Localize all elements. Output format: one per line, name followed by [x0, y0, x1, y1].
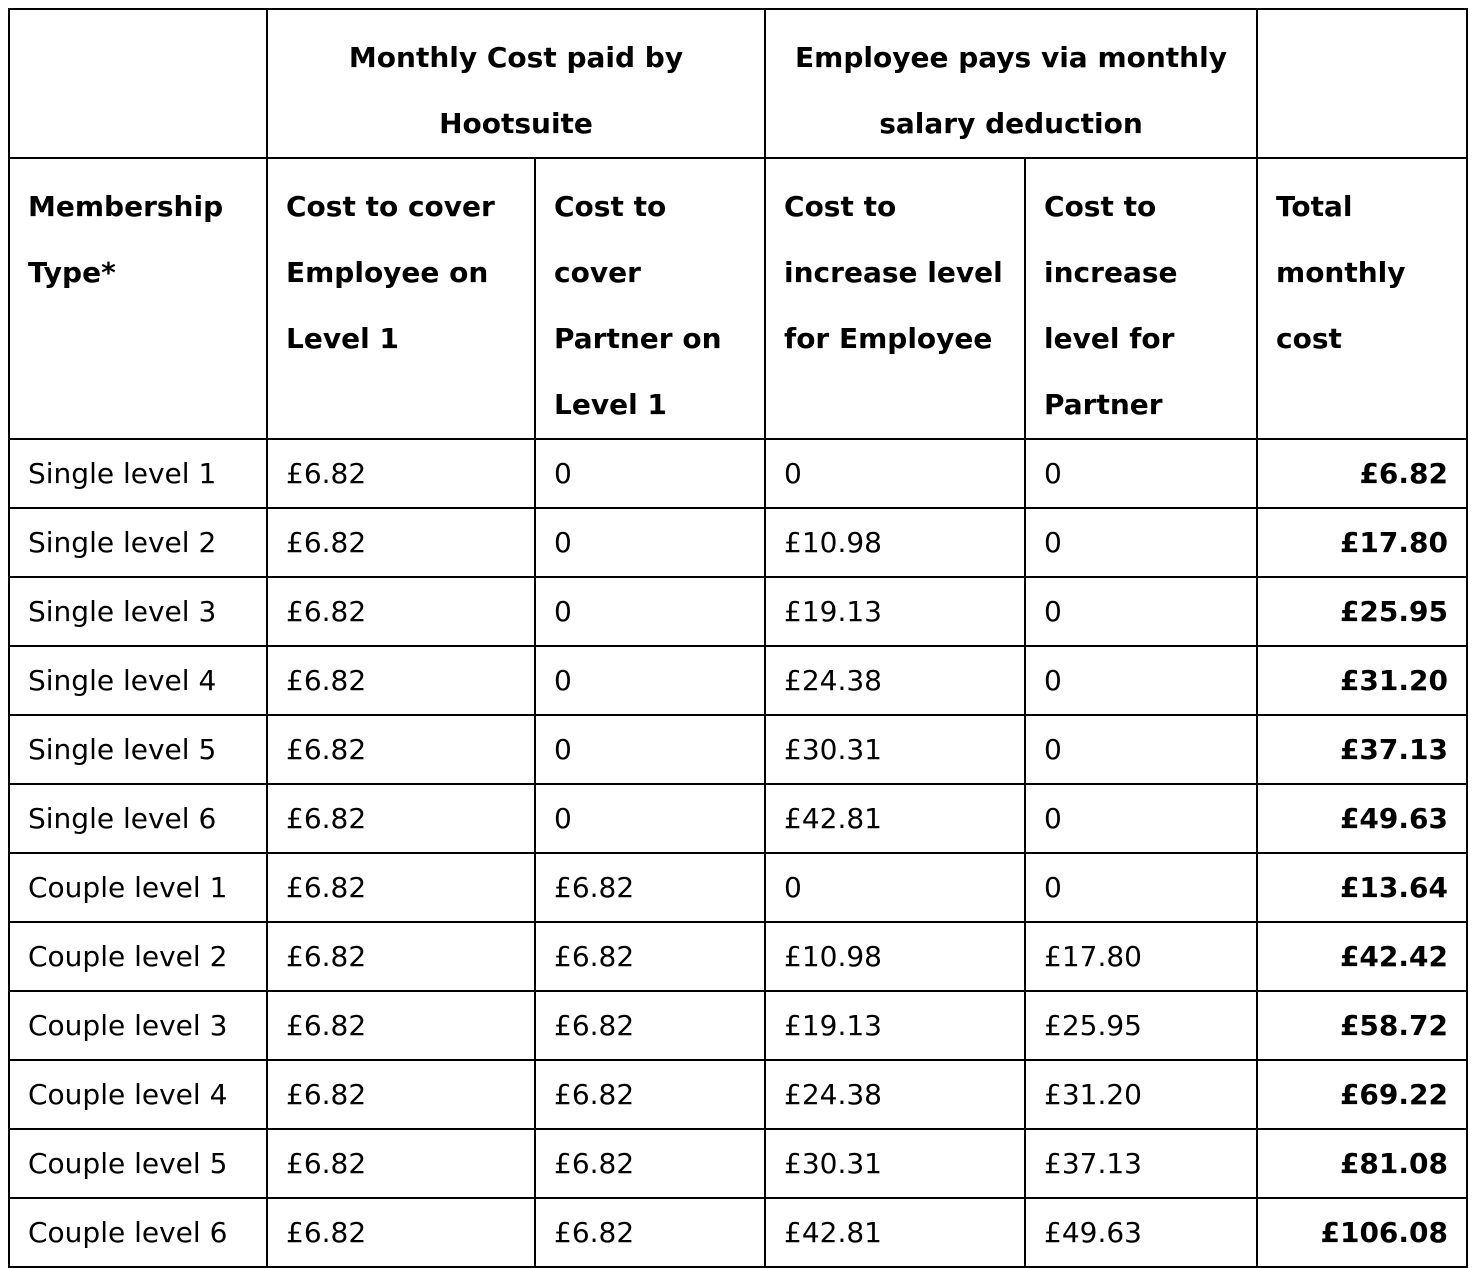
group-header-row — [9, 9, 1467, 158]
total-monthly-cost-cell: £37.13 — [1257, 715, 1467, 784]
employee-increase-cost-cell: £42.81 — [765, 1198, 1025, 1267]
column-header-row — [9, 158, 1467, 439]
partner-level1-cost-cell: 0 — [535, 784, 765, 853]
column-header-employee-increase-cost: Cost to increase level for Employee — [765, 158, 1025, 439]
employee-level1-cost-cell: £6.82 — [267, 922, 535, 991]
membership-cost-table — [8, 8, 1468, 1268]
table-body — [9, 9, 1467, 1267]
partner-increase-cost-cell: £31.20 — [1025, 1060, 1257, 1129]
membership-type-cell: Single level 4 — [9, 646, 267, 715]
partner-increase-cost-cell: £25.95 — [1025, 991, 1257, 1060]
membership-type-cell: Single level 6 — [9, 784, 267, 853]
membership-type-cell: Couple level 3 — [9, 991, 267, 1060]
membership-type-cell: Couple level 4 — [9, 1060, 267, 1129]
total-monthly-cost-cell: £58.72 — [1257, 991, 1467, 1060]
employee-increase-cost-cell: £30.31 — [765, 1129, 1025, 1198]
employee-increase-cost-cell: £30.31 — [765, 715, 1025, 784]
group-header-hootsuite-paid: Monthly Cost paid by Hootsuite — [267, 9, 765, 158]
partner-increase-cost-cell: 0 — [1025, 508, 1257, 577]
column-header-membership-type: Membership Type* — [9, 158, 267, 439]
membership-type-cell: Single level 1 — [9, 439, 267, 508]
membership-type-cell: Couple level 6 — [9, 1198, 267, 1267]
table-row — [9, 1198, 1467, 1267]
total-monthly-cost-cell: £13.64 — [1257, 853, 1467, 922]
partner-increase-cost-cell: £49.63 — [1025, 1198, 1257, 1267]
total-monthly-cost-cell: £42.42 — [1257, 922, 1467, 991]
table-row — [9, 784, 1467, 853]
table-row — [9, 853, 1467, 922]
partner-increase-cost-cell: 0 — [1025, 853, 1257, 922]
total-monthly-cost-cell: £25.95 — [1257, 577, 1467, 646]
total-monthly-cost-cell: £81.08 — [1257, 1129, 1467, 1198]
column-header-partner-level1-cost: Cost to cover Partner on Level 1 — [535, 158, 765, 439]
membership-type-cell: Single level 5 — [9, 715, 267, 784]
employee-increase-cost-cell: £10.98 — [765, 508, 1025, 577]
partner-level1-cost-cell: 0 — [535, 646, 765, 715]
partner-increase-cost-cell: 0 — [1025, 715, 1257, 784]
employee-level1-cost-cell: £6.82 — [267, 991, 535, 1060]
partner-level1-cost-cell: £6.82 — [535, 991, 765, 1060]
employee-level1-cost-cell: £6.82 — [267, 853, 535, 922]
total-monthly-cost-cell: £17.80 — [1257, 508, 1467, 577]
table-row — [9, 439, 1467, 508]
partner-increase-cost-cell: 0 — [1025, 784, 1257, 853]
total-monthly-cost-cell: £31.20 — [1257, 646, 1467, 715]
table-row — [9, 922, 1467, 991]
employee-level1-cost-cell: £6.82 — [267, 646, 535, 715]
partner-level1-cost-cell: £6.82 — [535, 1060, 765, 1129]
employee-level1-cost-cell: £6.82 — [267, 715, 535, 784]
employee-increase-cost-cell: £19.13 — [765, 577, 1025, 646]
employee-increase-cost-cell: £10.98 — [765, 922, 1025, 991]
employee-increase-cost-cell: £19.13 — [765, 991, 1025, 1060]
membership-type-cell: Couple level 2 — [9, 922, 267, 991]
partner-increase-cost-cell: £17.80 — [1025, 922, 1257, 991]
partner-level1-cost-cell: 0 — [535, 439, 765, 508]
membership-type-cell: Couple level 5 — [9, 1129, 267, 1198]
total-monthly-cost-cell: £49.63 — [1257, 784, 1467, 853]
empty-group-cell — [1257, 9, 1467, 158]
membership-type-cell: Couple level 1 — [9, 853, 267, 922]
table-row — [9, 577, 1467, 646]
partner-increase-cost-cell: £37.13 — [1025, 1129, 1257, 1198]
employee-level1-cost-cell: £6.82 — [267, 439, 535, 508]
column-header-employee-level1-cost: Cost to cover Employee on Level 1 — [267, 158, 535, 439]
employee-increase-cost-cell: 0 — [765, 853, 1025, 922]
table-row — [9, 1129, 1467, 1198]
partner-level1-cost-cell: £6.82 — [535, 853, 765, 922]
table-row — [9, 715, 1467, 784]
partner-level1-cost-cell: £6.82 — [535, 922, 765, 991]
partner-level1-cost-cell: £6.82 — [535, 1198, 765, 1267]
partner-increase-cost-cell: 0 — [1025, 439, 1257, 508]
table-row — [9, 1060, 1467, 1129]
table-row — [9, 991, 1467, 1060]
column-header-partner-increase-cost: Cost to increase level for Partner — [1025, 158, 1257, 439]
table-row — [9, 508, 1467, 577]
employee-increase-cost-cell: £24.38 — [765, 646, 1025, 715]
partner-level1-cost-cell: 0 — [535, 508, 765, 577]
table-row — [9, 646, 1467, 715]
membership-type-cell: Single level 3 — [9, 577, 267, 646]
partner-increase-cost-cell: 0 — [1025, 577, 1257, 646]
total-monthly-cost-cell: £69.22 — [1257, 1060, 1467, 1129]
partner-level1-cost-cell: 0 — [535, 577, 765, 646]
partner-level1-cost-cell: £6.82 — [535, 1129, 765, 1198]
employee-level1-cost-cell: £6.82 — [267, 784, 535, 853]
partner-level1-cost-cell: 0 — [535, 715, 765, 784]
partner-increase-cost-cell: 0 — [1025, 646, 1257, 715]
employee-increase-cost-cell: £42.81 — [765, 784, 1025, 853]
empty-corner-cell — [9, 9, 267, 158]
employee-level1-cost-cell: £6.82 — [267, 577, 535, 646]
total-monthly-cost-cell: £106.08 — [1257, 1198, 1467, 1267]
employee-level1-cost-cell: £6.82 — [267, 1060, 535, 1129]
employee-level1-cost-cell: £6.82 — [267, 1198, 535, 1267]
total-monthly-cost-cell: £6.82 — [1257, 439, 1467, 508]
employee-increase-cost-cell: 0 — [765, 439, 1025, 508]
column-header-total-monthly-cost: Total monthly cost — [1257, 158, 1467, 439]
employee-level1-cost-cell: £6.82 — [267, 508, 535, 577]
employee-increase-cost-cell: £24.38 — [765, 1060, 1025, 1129]
employee-level1-cost-cell: £6.82 — [267, 1129, 535, 1198]
group-header-employee-paid: Employee pays via monthly salary deduction — [765, 9, 1257, 158]
membership-type-cell: Single level 2 — [9, 508, 267, 577]
